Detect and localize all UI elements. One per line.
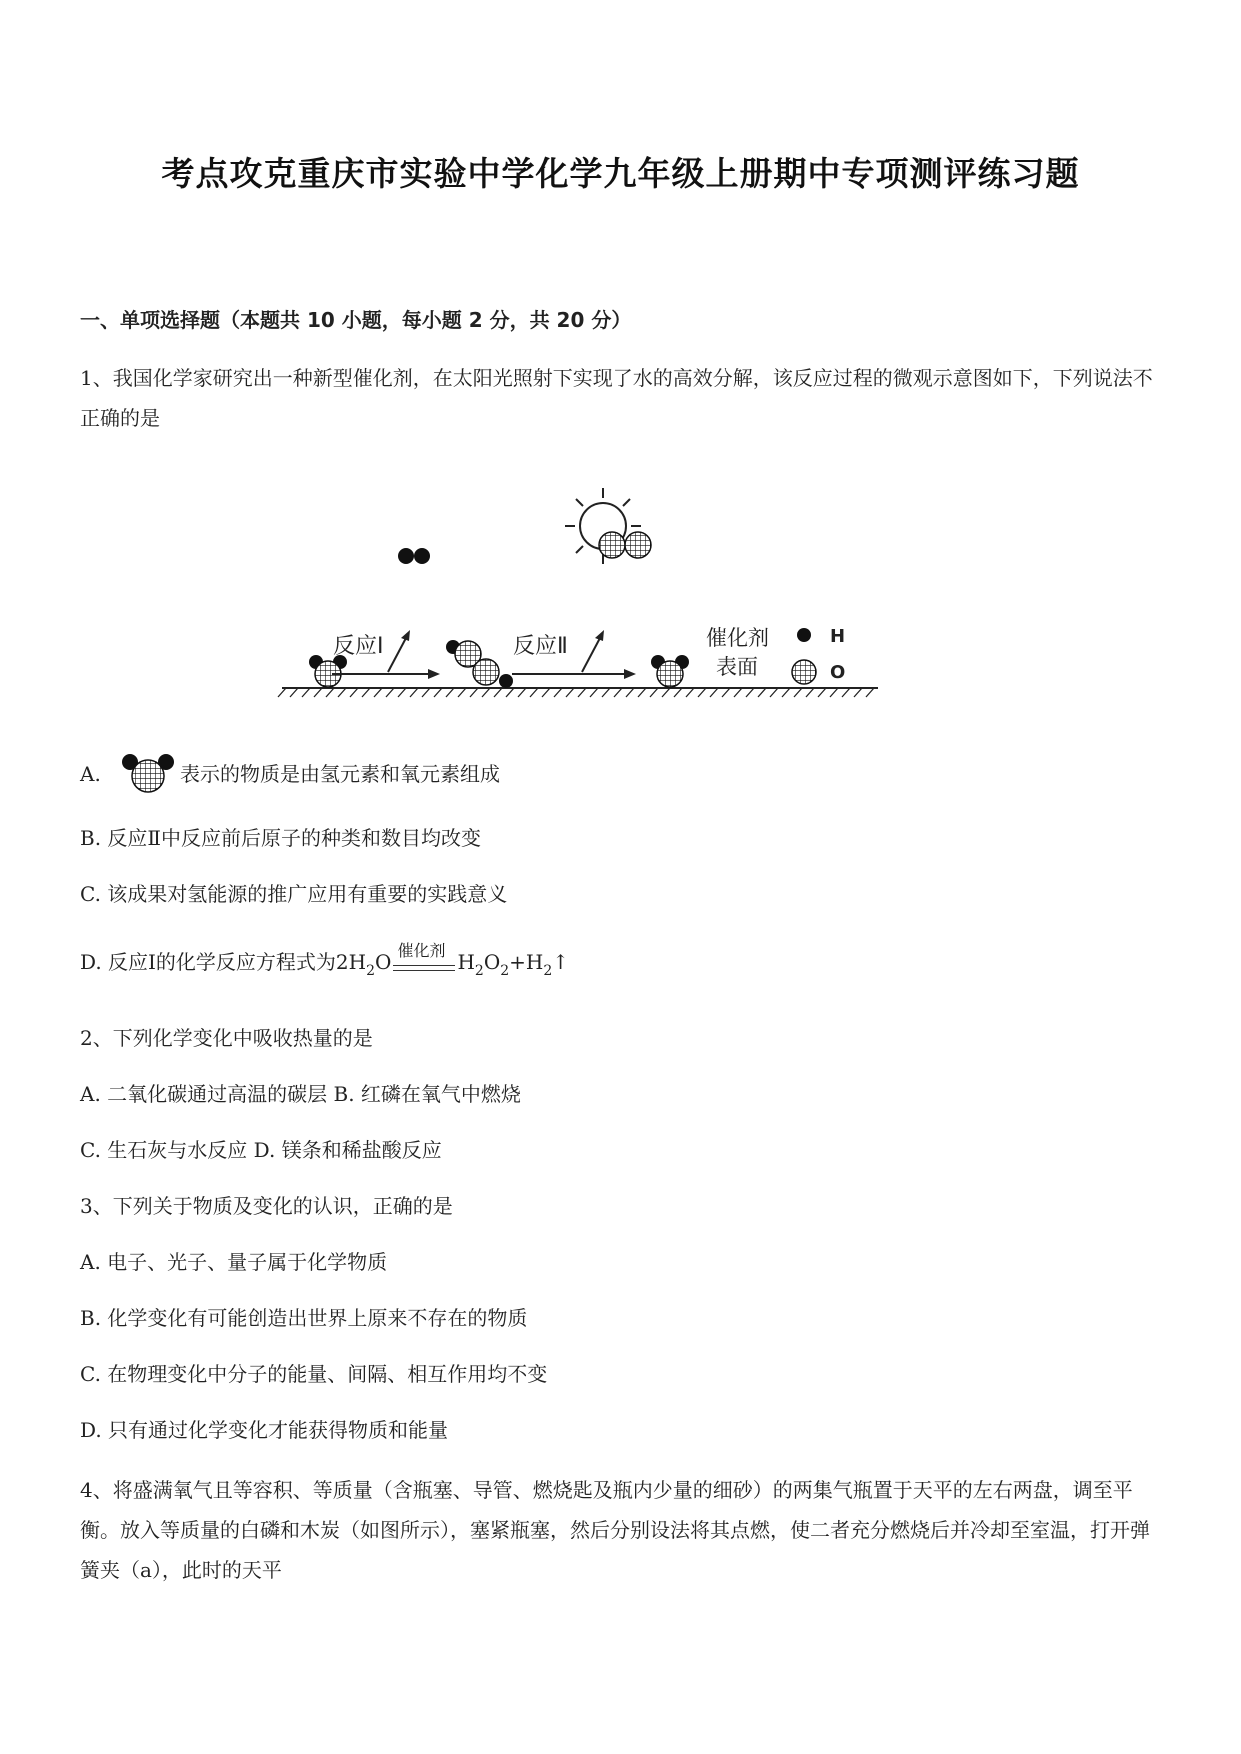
hydrogen-molecule (398, 548, 430, 564)
question-3-option-d: D. 只有通过化学变化才能获得物质和能量 (80, 1418, 449, 1442)
question-1-option-d: D. 反应Ⅰ的化学反应方程式为$2H_2O$ 催化剂 $H_2O_2+H_2↑$ (80, 941, 570, 979)
question-3-option-a: A. 电子、光子、量子属于化学物质 (80, 1250, 388, 1274)
legend (792, 626, 845, 684)
question-1-option-b: B. 反应Ⅱ中反应前后原子的种类和数目均改变 (80, 826, 482, 850)
legend-o: O (830, 662, 846, 683)
question-4-stem: 4、将盛满氧气且等容积、等质量（含瓶塞、导管、燃烧匙及瓶内少量的细砂）的两集气瓶置于天平的左右两盘，调至平衡。放入等质量的白磷和木炭（如图所示），塞紧瓶塞，然后分别设法将其点燃，使二者充分燃烧后并冷却至室温，打开弹簧夹（a），此时的天平 (80, 1478, 1150, 1582)
question-3-stem: 3、下列关于物质及变化的认识，正确的是 (80, 1194, 453, 1218)
reaction-1-label: 反应Ⅰ (333, 634, 384, 659)
catalyst-label: 催化剂 (706, 626, 769, 650)
section-heading: 一、单项选择题（本题共 10 小题，每小题 2 分，共 20 分） (80, 308, 632, 332)
oxygen-molecule (599, 532, 651, 558)
question-2-stem: 2、下列化学变化中吸收热量的是 (80, 1026, 373, 1050)
reaction-2-label: 反应Ⅱ (513, 634, 568, 659)
water-molecule (651, 655, 689, 687)
water-molecule (309, 655, 347, 687)
question-3-option-c: C. 在物理变化中分子的能量、间隔、相互作用均不变 (80, 1362, 548, 1386)
question-2-options-cd: C. 生石灰与水反应 D. 镁条和稀盐酸反应 (80, 1138, 442, 1162)
question-1-option-a (80, 760, 101, 788)
question-3-option-b: B. 化学变化有可能创造出世界上原来不存在的物质 (80, 1306, 528, 1330)
option-a-prefix: A. (80, 762, 101, 786)
option-a-text: 表示的物质是由氢元素和氧元素组成 (180, 762, 500, 786)
hydrogen-peroxide-molecule (446, 640, 513, 688)
question-2-options-ab: A. 二氧化碳通过高温的碳层 B. 红磷在氧气中燃烧 (80, 1082, 521, 1106)
question-1-stem: 1、我国化学家研究出一种新型催化剂，在太阳光照射下实现了水的高效分解，该反应过程的微观示意图如下，下列说法不正确的是 (80, 366, 1153, 430)
surface-label: 表面 (716, 655, 758, 679)
water-molecule-icon (120, 748, 176, 798)
legend-h: H (830, 626, 846, 647)
reaction-diagram (270, 470, 970, 710)
catalyst-surface (278, 688, 878, 697)
question-1-option-c: C. 该成果对氢能源的推广应用有重要的实践意义 (80, 882, 508, 906)
catalyst-equals-sign: 催化剂 (393, 951, 455, 979)
page-title: 考点攻克重庆市实验中学化学九年级上册期中专项测评练习题 (161, 154, 1080, 193)
